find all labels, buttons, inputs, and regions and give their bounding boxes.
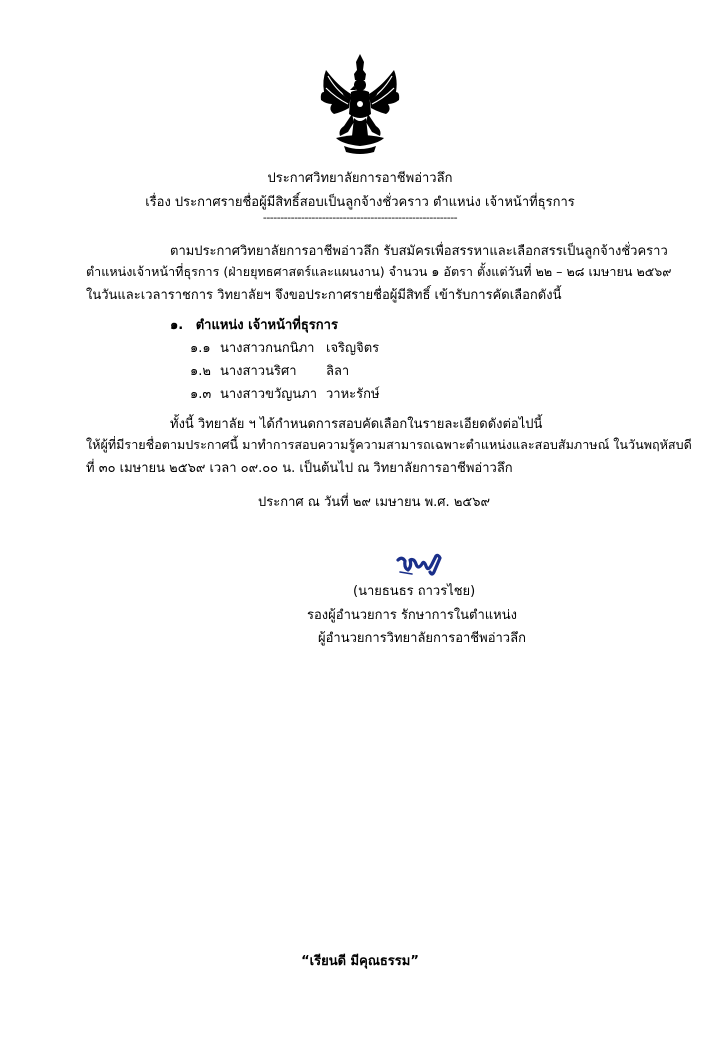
paragraph-1-line-2: ตำแหน่งเจ้าหน้าที่ธุรการ (ฝ่ายยุทธศาสตร์และแผนงาน) จำนวน ๑ อัตรา ตั้งแต่วันที่ ๒๒ – ๒๘ เมษายน ๒๕๖๙: [86, 264, 672, 279]
section-heading: [170, 314, 338, 335]
section-number: ๑.: [170, 318, 184, 333]
signer-position-2: ผู้อำนวยการวิทยาลัยการอาชีพอ่าวลึก: [318, 631, 526, 646]
header-title: ประกาศวิทยาลัยการอาชีพอ่าวลึก: [267, 171, 453, 186]
candidate-number: ๑.๑: [190, 341, 211, 356]
header-subject: เรื่อง ประกาศรายชื่อผู้มีสิทธิ์สอบเป็นลูกจ้างชั่วคราว ตำแหน่ง เจ้าหน้าที่ธุรการ: [145, 195, 575, 210]
paragraph-2-line-2: ให้ผู้ที่มีรายชื่อตามประกาศนี้ มาทำการสอบความรู้ความสามารถเฉพาะตำแหน่งและสอบสัมภาษณ์ ในวันพฤหัสบดี: [86, 437, 692, 452]
garuda-emblem-icon: [318, 52, 402, 156]
announcement-date: ประกาศ ณ วันที่ ๒๙ เมษายน พ.ศ. ๒๕๖๙: [258, 495, 490, 510]
candidate-number: ๑.๒: [190, 364, 211, 379]
footer-motto: “เรียนดี มีคุณธรรม”: [301, 954, 419, 969]
signer-name: (นายธนธร ถาวรไชย): [353, 584, 476, 599]
paragraph-1-line-1: ตามประกาศวิทยาลัยการอาชีพอ่าวลึก รับสมัครเพื่อสรรหาและเลือกสรรเป็นลูกจ้างชั่วคราว: [170, 244, 668, 259]
candidate-last-name: วาหะรักษ์: [326, 387, 380, 402]
header-separator: --------------------------------------------------------: [262, 211, 458, 224]
candidate-last-name: ลิลา: [326, 364, 350, 379]
paragraph-2-line-1: ทั้งนี้ วิทยาลัย ฯ ได้กำหนดการสอบคัดเลือกในรายละเอียดดังต่อไปนี้: [170, 417, 543, 432]
signature-icon: [396, 552, 444, 578]
section-title: ตำแหน่ง เจ้าหน้าที่ธุรการ: [195, 318, 338, 333]
candidate-first-name: นางสาวนริศา: [220, 364, 297, 379]
candidate-last-name: เจริญจิตร: [326, 341, 380, 356]
paragraph-1-line-3: ในวันและเวลาราชการ วิทยาลัยฯ จึงขอประกาศรายชื่อผู้มีสิทธิ์ เข้ารับการคัดเลือกดังนี้: [86, 288, 562, 303]
candidate-number: ๑.๓: [190, 387, 212, 402]
signer-position-1: รองผู้อำนวยการ รักษาการในตำแหน่ง: [307, 608, 517, 623]
paragraph-2-line-3: ที่ ๓๐ เมษายน ๒๕๖๙ เวลา ๐๙.๐๐ น. เป็นต้นไป ณ วิทยาลัยการอาชีพอ่าวลึก: [86, 461, 513, 476]
candidate-first-name: นางสาวขวัญนภา: [220, 387, 318, 402]
candidate-first-name: นางสาวกนกนิภา: [220, 341, 315, 356]
